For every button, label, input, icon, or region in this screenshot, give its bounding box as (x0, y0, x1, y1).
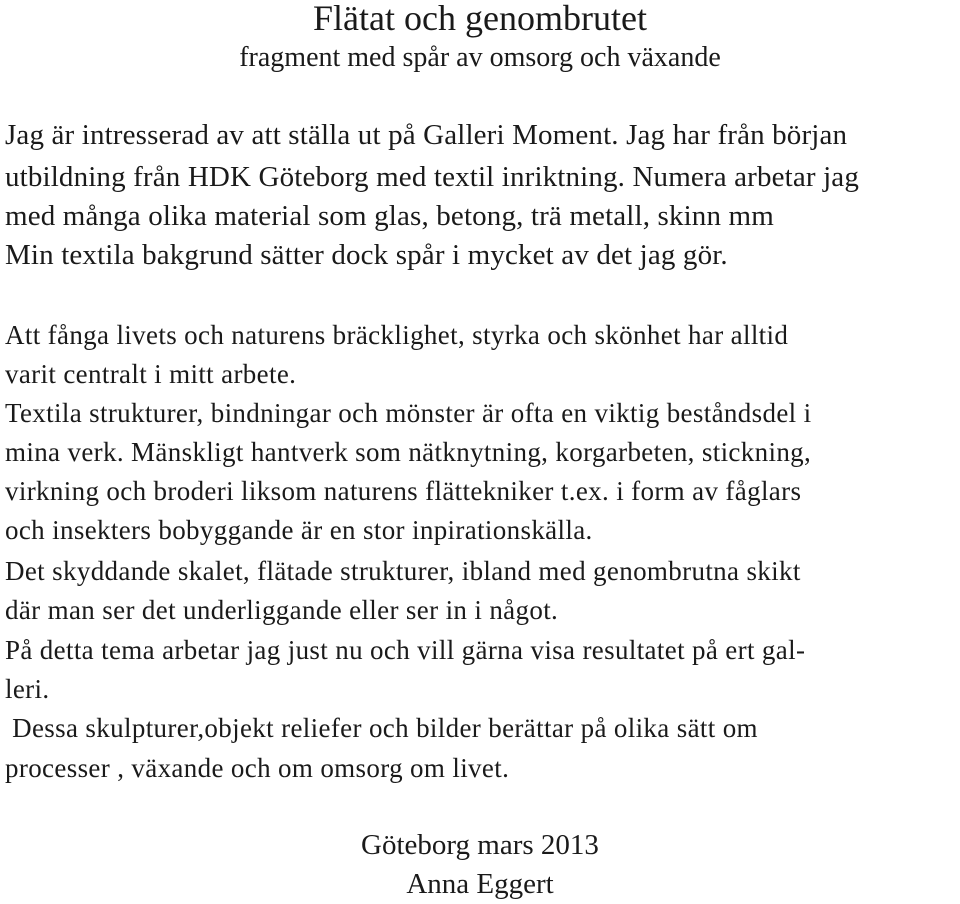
text-line: Jag är intresserad av att ställa ut på Galleri Moment. Jag har från början (5, 119, 848, 151)
document-title: Flätat och genombrutet (313, 0, 647, 38)
text-line: Textila strukturer, bindningar och mönster är ofta en viktig beståndsdel i (5, 398, 812, 428)
text-line: leri. (5, 674, 50, 704)
text-line: varit centralt i mitt arbete. (5, 359, 297, 389)
text-line: processer , växande och om omsorg om livet. (5, 753, 510, 783)
text-line: mina verk. Mänskligt hantverk som nätknytning, korgarbeten, stickning, (5, 437, 812, 467)
text-line: och insekters bobyggande är en stor inpirationskälla. (5, 515, 593, 545)
document-subtitle: fragment med spår av omsorg och växande (239, 42, 721, 73)
text-line: utbildning från HDK Göteborg med textil inriktning. Numera arbetar jag (5, 161, 859, 193)
text-line: Att fånga livets och naturens bräcklighet, styrka och skönhet har alltid (5, 320, 789, 350)
text-line: Min textila bakgrund sätter dock spår i mycket av det jag gör. (5, 239, 728, 271)
author-name: Anna Eggert (406, 868, 554, 900)
text-line: Dessa skulpturer,objekt reliefer och bilder berättar på olika sätt om (5, 713, 758, 743)
text-line: med många olika material som glas, betong, trä metall, skinn mm (5, 200, 774, 232)
text-line: virkning och broderi liksom naturens flättekniker t.ex. i form av fåglars (5, 476, 802, 506)
text-line: där man ser det underliggande eller ser in i något. (5, 595, 559, 625)
text-line: På detta tema arbetar jag just nu och vill gärna visa resultatet på ert gal- (5, 635, 806, 665)
place-date: Göteborg mars 2013 (361, 829, 599, 861)
text-line: Det skyddande skalet, flätade strukturer, ibland med genombrutna skikt (5, 556, 801, 586)
